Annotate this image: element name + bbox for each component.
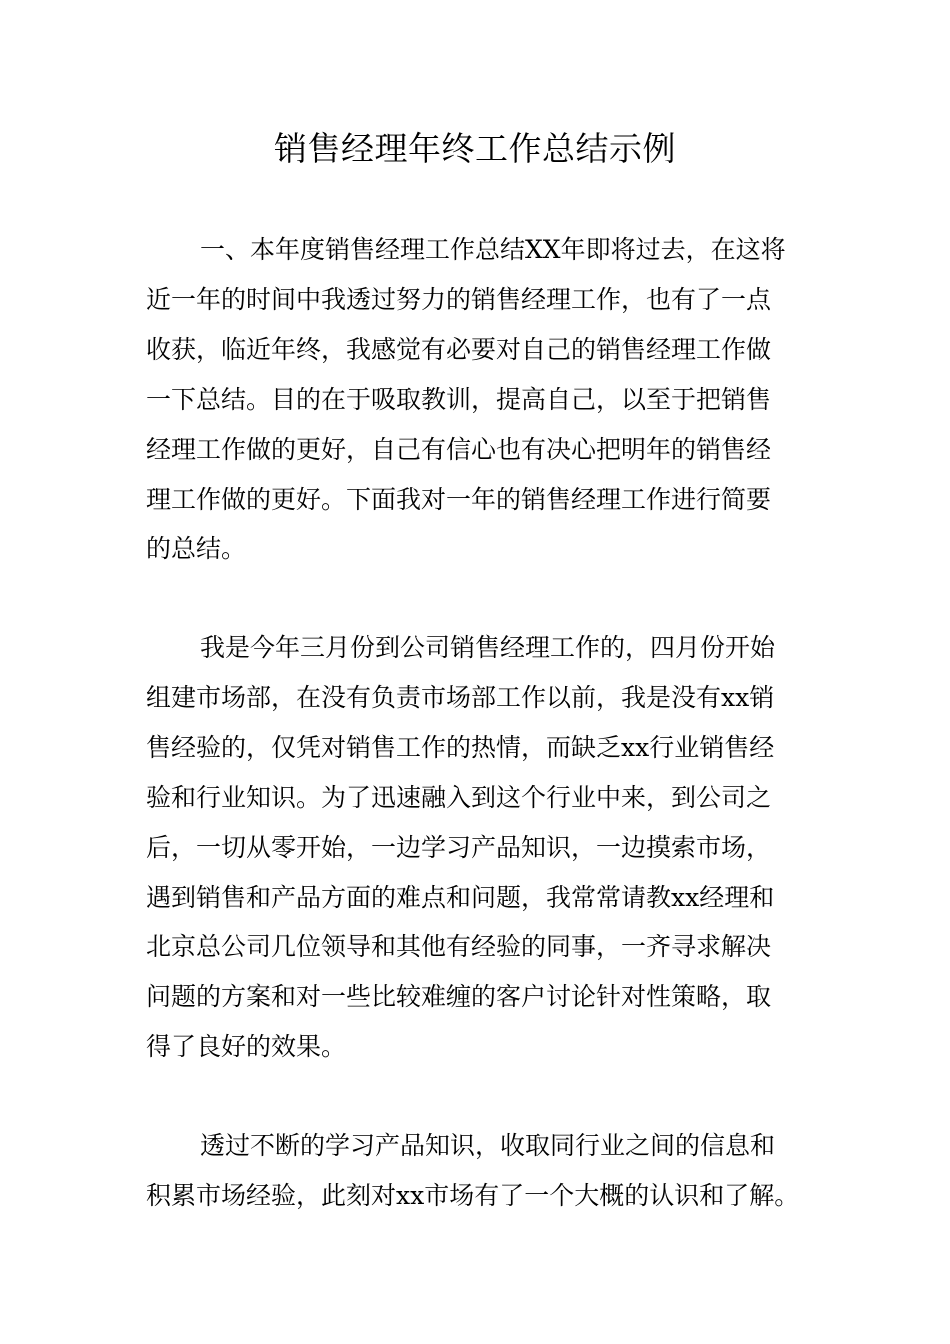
paragraph-2-line-9: 得了良好的效果。 <box>146 1032 347 1061</box>
paragraph-2-line-1: 我是今年三月份到公司销售经理工作的，四月份开始 <box>200 633 776 662</box>
paragraph-1-line-2: 近一年的时间中我透过努力的销售经理工作，也有了一点 <box>146 285 772 314</box>
paragraph-1-line-5: 经理工作做的更好，自己有信心也有决心把明年的销售经 <box>146 435 772 464</box>
document-title: 销售经理年终工作总结示例 <box>274 129 676 168</box>
paragraph-3-line-2: 积累市场经验，此刻对xx市场有了一个大概的认识和了解。 <box>146 1181 800 1210</box>
paragraph-2-line-5: 后，一切从零开始，一边学习产品知识，一边摸索市场， <box>146 833 772 862</box>
paragraph-2-line-2: 组建市场部，在没有负责市场部工作以前，我是没有xx销 <box>146 683 775 712</box>
paragraph-1-line-4: 一下总结。目的在于吸取教训，提高自己，以至于把销售 <box>146 385 772 414</box>
paragraph-2-line-4: 验和行业知识。为了迅速融入到这个行业中来，到公司之 <box>146 783 772 812</box>
paragraph-3-line-1: 透过不断的学习产品知识，收取同行业之间的信息和 <box>200 1131 776 1160</box>
paragraph-2-line-7: 北京总公司几位领导和其他有经验的同事，一齐寻求解决 <box>146 932 772 961</box>
paragraph-2-line-6: 遇到销售和产品方面的难点和问题，我常常请教xx经理和 <box>146 883 775 912</box>
paragraph-1-line-6: 理工作做的更好。下面我对一年的销售经理工作进行简要 <box>146 485 772 514</box>
paragraph-2-line-8: 问题的方案和对一些比较难缠的客户讨论针对性策略，取 <box>146 982 772 1011</box>
paragraph-1-line-3: 收获，临近年终，我感觉有必要对自己的销售经理工作做 <box>146 335 772 364</box>
paragraph-1-line-7: 的总结。 <box>146 534 247 563</box>
paragraph-2-line-3: 售经验的，仅凭对销售工作的热情，而缺乏xx行业销售经 <box>146 733 775 762</box>
paragraph-1-line-1: 一、本年度销售经理工作总结XX年即将过去，在这将 <box>200 235 786 264</box>
